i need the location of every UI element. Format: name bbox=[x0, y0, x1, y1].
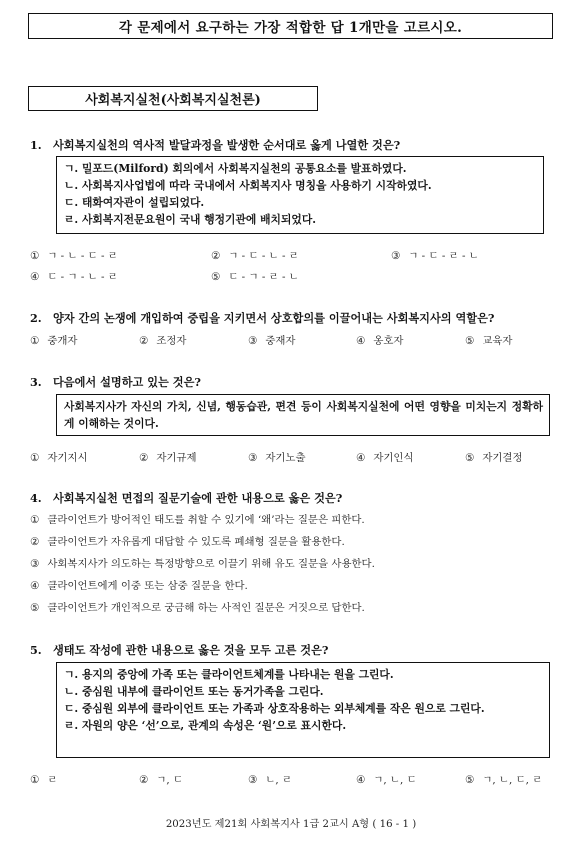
q4-option-5[interactable] bbox=[30, 599, 365, 614]
question-2 bbox=[30, 310, 494, 326]
choice-text: ㄱ, ㄴ, ㄷ bbox=[373, 774, 417, 786]
choice-mark: ① bbox=[30, 452, 40, 464]
question-text: 사회복지실천 면접의 질문기술에 관한 내용으로 옳은 것은? bbox=[53, 491, 343, 505]
box-item: ㄱ. 용지의 중앙에 가족 또는 클라이언트체계를 나타내는 원을 그린다. bbox=[64, 668, 394, 681]
choice-mark: ② bbox=[139, 452, 149, 464]
choice-text: 클라이언트가 자유롭게 대답할 수 있도록 폐쇄형 질문을 활용한다. bbox=[47, 536, 345, 548]
q5-option-3[interactable] bbox=[248, 771, 292, 786]
choice-text: ㄱ - ㄴ - ㄷ - ㄹ bbox=[47, 250, 118, 262]
choice-mark: ④ bbox=[356, 774, 366, 786]
choice-mark: ④ bbox=[356, 335, 366, 347]
box-text: 사회복지사가 자신의 가치, 신념, 행동습관, 편견 등이 사회복지실천에 어떤 영향을 미치는지 정확하게 이해하는 것이다. bbox=[64, 400, 543, 430]
box-item: ㄹ. 자원의 양은 ‘선’으로, 관계의 속성은 ‘원’으로 표시한다. bbox=[64, 719, 347, 732]
box-item: ㄷ. 중심원 외부에 클라이언트 또는 가족과 상호작용하는 외부체계를 작은 원으로 그린다. bbox=[64, 702, 485, 715]
choice-mark: ② bbox=[30, 536, 40, 548]
choice-mark: ③ bbox=[248, 452, 258, 464]
q4-option-3[interactable] bbox=[30, 555, 375, 570]
choice-text: 옹호자 bbox=[373, 335, 404, 347]
choice-text: ㄱ, ㄴ, ㄷ, ㄹ bbox=[482, 774, 543, 786]
choice-mark: ② bbox=[139, 335, 149, 347]
question-number: 5. bbox=[30, 643, 42, 657]
question-5 bbox=[30, 642, 328, 658]
question-text: 사회복지실천의 역사적 발달과정을 발생한 순서대로 옳게 나열한 것은? bbox=[53, 138, 401, 152]
choice-mark: ① bbox=[30, 514, 40, 526]
box-item: ㄴ. 사회복지사업법에 따라 국내에서 사회복지사 명칭을 사용하기 시작하였다. bbox=[64, 179, 432, 192]
choice-text: 자기규제 bbox=[156, 452, 197, 464]
choice-mark: ① bbox=[30, 335, 40, 347]
q4-option-1[interactable] bbox=[30, 511, 365, 526]
question-3 bbox=[30, 374, 201, 390]
question-5-box bbox=[56, 662, 550, 758]
q3-option-3[interactable] bbox=[248, 449, 305, 464]
q3-option-2[interactable] bbox=[139, 449, 196, 464]
choice-mark: ⑤ bbox=[30, 602, 40, 614]
choice-text: 자기노출 bbox=[265, 452, 306, 464]
q5-option-4[interactable] bbox=[356, 771, 417, 786]
question-text: 다음에서 설명하고 있는 것은? bbox=[53, 375, 201, 389]
question-text: 생태도 작성에 관한 내용으로 옳은 것을 모두 고른 것은? bbox=[53, 643, 329, 657]
q2-option-2[interactable] bbox=[139, 332, 186, 347]
choice-mark: ⑤ bbox=[465, 335, 475, 347]
choice-text: 자기결정 bbox=[482, 452, 523, 464]
choice-mark: ③ bbox=[30, 558, 40, 570]
question-1-box bbox=[56, 156, 544, 234]
choice-text: 클라이언트가 개인적으로 궁금해 하는 사적인 질문은 거짓으로 답한다. bbox=[47, 602, 365, 614]
footer-text: 2023년도 제21회 사회복지사 1급 2교시 A형 ( 16 - 1 ) bbox=[165, 819, 417, 830]
subject-title-box bbox=[28, 86, 318, 111]
instruction-text: 각 문제에서 요구하는 가장 적합한 답 1개만을 고르시오. bbox=[118, 20, 463, 36]
choice-text: 자기인식 bbox=[373, 452, 414, 464]
q3-option-1[interactable] bbox=[30, 449, 87, 464]
q4-option-4[interactable] bbox=[30, 577, 248, 592]
q1-option-5[interactable] bbox=[211, 268, 299, 283]
choice-mark: ④ bbox=[30, 580, 40, 592]
page-footer bbox=[0, 815, 582, 830]
choice-mark: ② bbox=[211, 250, 221, 262]
box-item: ㄹ. 사회복지전문요원이 국내 행정기관에 배치되었다. bbox=[64, 213, 317, 226]
q5-option-2[interactable] bbox=[139, 771, 183, 786]
choice-mark: ② bbox=[139, 774, 149, 786]
question-number: 4. bbox=[30, 491, 42, 505]
choice-text: 중재자 bbox=[265, 335, 296, 347]
q2-option-3[interactable] bbox=[248, 332, 295, 347]
choice-text: ㄱ - ㄷ - ㄴ - ㄹ bbox=[228, 250, 299, 262]
q2-option-4[interactable] bbox=[356, 332, 403, 347]
choice-text: 클라이언트에게 이중 또는 삼중 질문을 한다. bbox=[47, 580, 248, 592]
q1-option-4[interactable] bbox=[30, 268, 118, 283]
q5-option-5[interactable] bbox=[465, 771, 542, 786]
choice-mark: ③ bbox=[248, 774, 258, 786]
q2-option-5[interactable] bbox=[465, 332, 512, 347]
box-item: ㄴ. 중심원 내부에 클라이언트 또는 동거가족을 그린다. bbox=[64, 685, 324, 698]
choice-mark: ⑤ bbox=[465, 452, 475, 464]
q2-option-1[interactable] bbox=[30, 332, 77, 347]
q1-option-1[interactable] bbox=[30, 247, 118, 262]
question-3-box bbox=[56, 394, 550, 436]
choice-mark: ① bbox=[30, 774, 40, 786]
choice-text: 조정자 bbox=[156, 335, 187, 347]
q1-option-2[interactable] bbox=[211, 247, 299, 262]
choice-text: 중개자 bbox=[47, 335, 78, 347]
choice-text: ㄷ - ㄱ - ㄹ - ㄴ bbox=[228, 271, 299, 283]
choice-text: 자기지시 bbox=[47, 452, 88, 464]
choice-text: ㄱ, ㄷ bbox=[156, 774, 184, 786]
box-item: ㄷ. 태화여자관이 설립되었다. bbox=[64, 196, 205, 209]
choice-text: ㄹ bbox=[47, 774, 58, 786]
choice-mark: ⑤ bbox=[211, 271, 221, 283]
choice-mark: ① bbox=[30, 250, 40, 262]
choice-mark: ③ bbox=[391, 250, 401, 262]
subject-title: 사회복지실천(사회복지실천론) bbox=[85, 93, 261, 108]
question-number: 1. bbox=[30, 138, 42, 152]
q5-option-1[interactable] bbox=[30, 771, 57, 786]
choice-text: ㄴ, ㄹ bbox=[265, 774, 293, 786]
question-text: 양자 간의 논쟁에 개입하여 중립을 지키면서 상호합의를 이끌어내는 사회복지사의 역할은? bbox=[53, 311, 495, 325]
q4-option-2[interactable] bbox=[30, 533, 345, 548]
q3-option-4[interactable] bbox=[356, 449, 413, 464]
question-4 bbox=[30, 490, 342, 506]
q3-option-5[interactable] bbox=[465, 449, 522, 464]
choice-text: ㄱ - ㄷ - ㄹ - ㄴ bbox=[408, 250, 479, 262]
choice-text: ㄷ - ㄱ - ㄴ - ㄹ bbox=[47, 271, 118, 283]
box-item: ㄱ. 밀포드(Milford) 회의에서 사회복지실천의 공통요소를 발표하였다. bbox=[64, 162, 407, 175]
choice-mark: ④ bbox=[356, 452, 366, 464]
question-number: 2. bbox=[30, 311, 42, 325]
choice-text: 사회복지사가 의도하는 특정방향으로 이끌기 위해 유도 질문을 사용한다. bbox=[47, 558, 375, 570]
question-1 bbox=[30, 137, 400, 153]
choice-mark: ④ bbox=[30, 271, 40, 283]
choice-mark: ⑤ bbox=[465, 774, 475, 786]
q1-option-3[interactable] bbox=[391, 247, 479, 262]
question-number: 3. bbox=[30, 375, 42, 389]
instruction-banner bbox=[28, 13, 553, 39]
choice-mark: ③ bbox=[248, 335, 258, 347]
choice-text: 교육자 bbox=[482, 335, 513, 347]
choice-text: 클라이언트가 방어적인 태도를 취할 수 있기에 ‘왜’라는 질문은 피한다. bbox=[47, 514, 365, 526]
